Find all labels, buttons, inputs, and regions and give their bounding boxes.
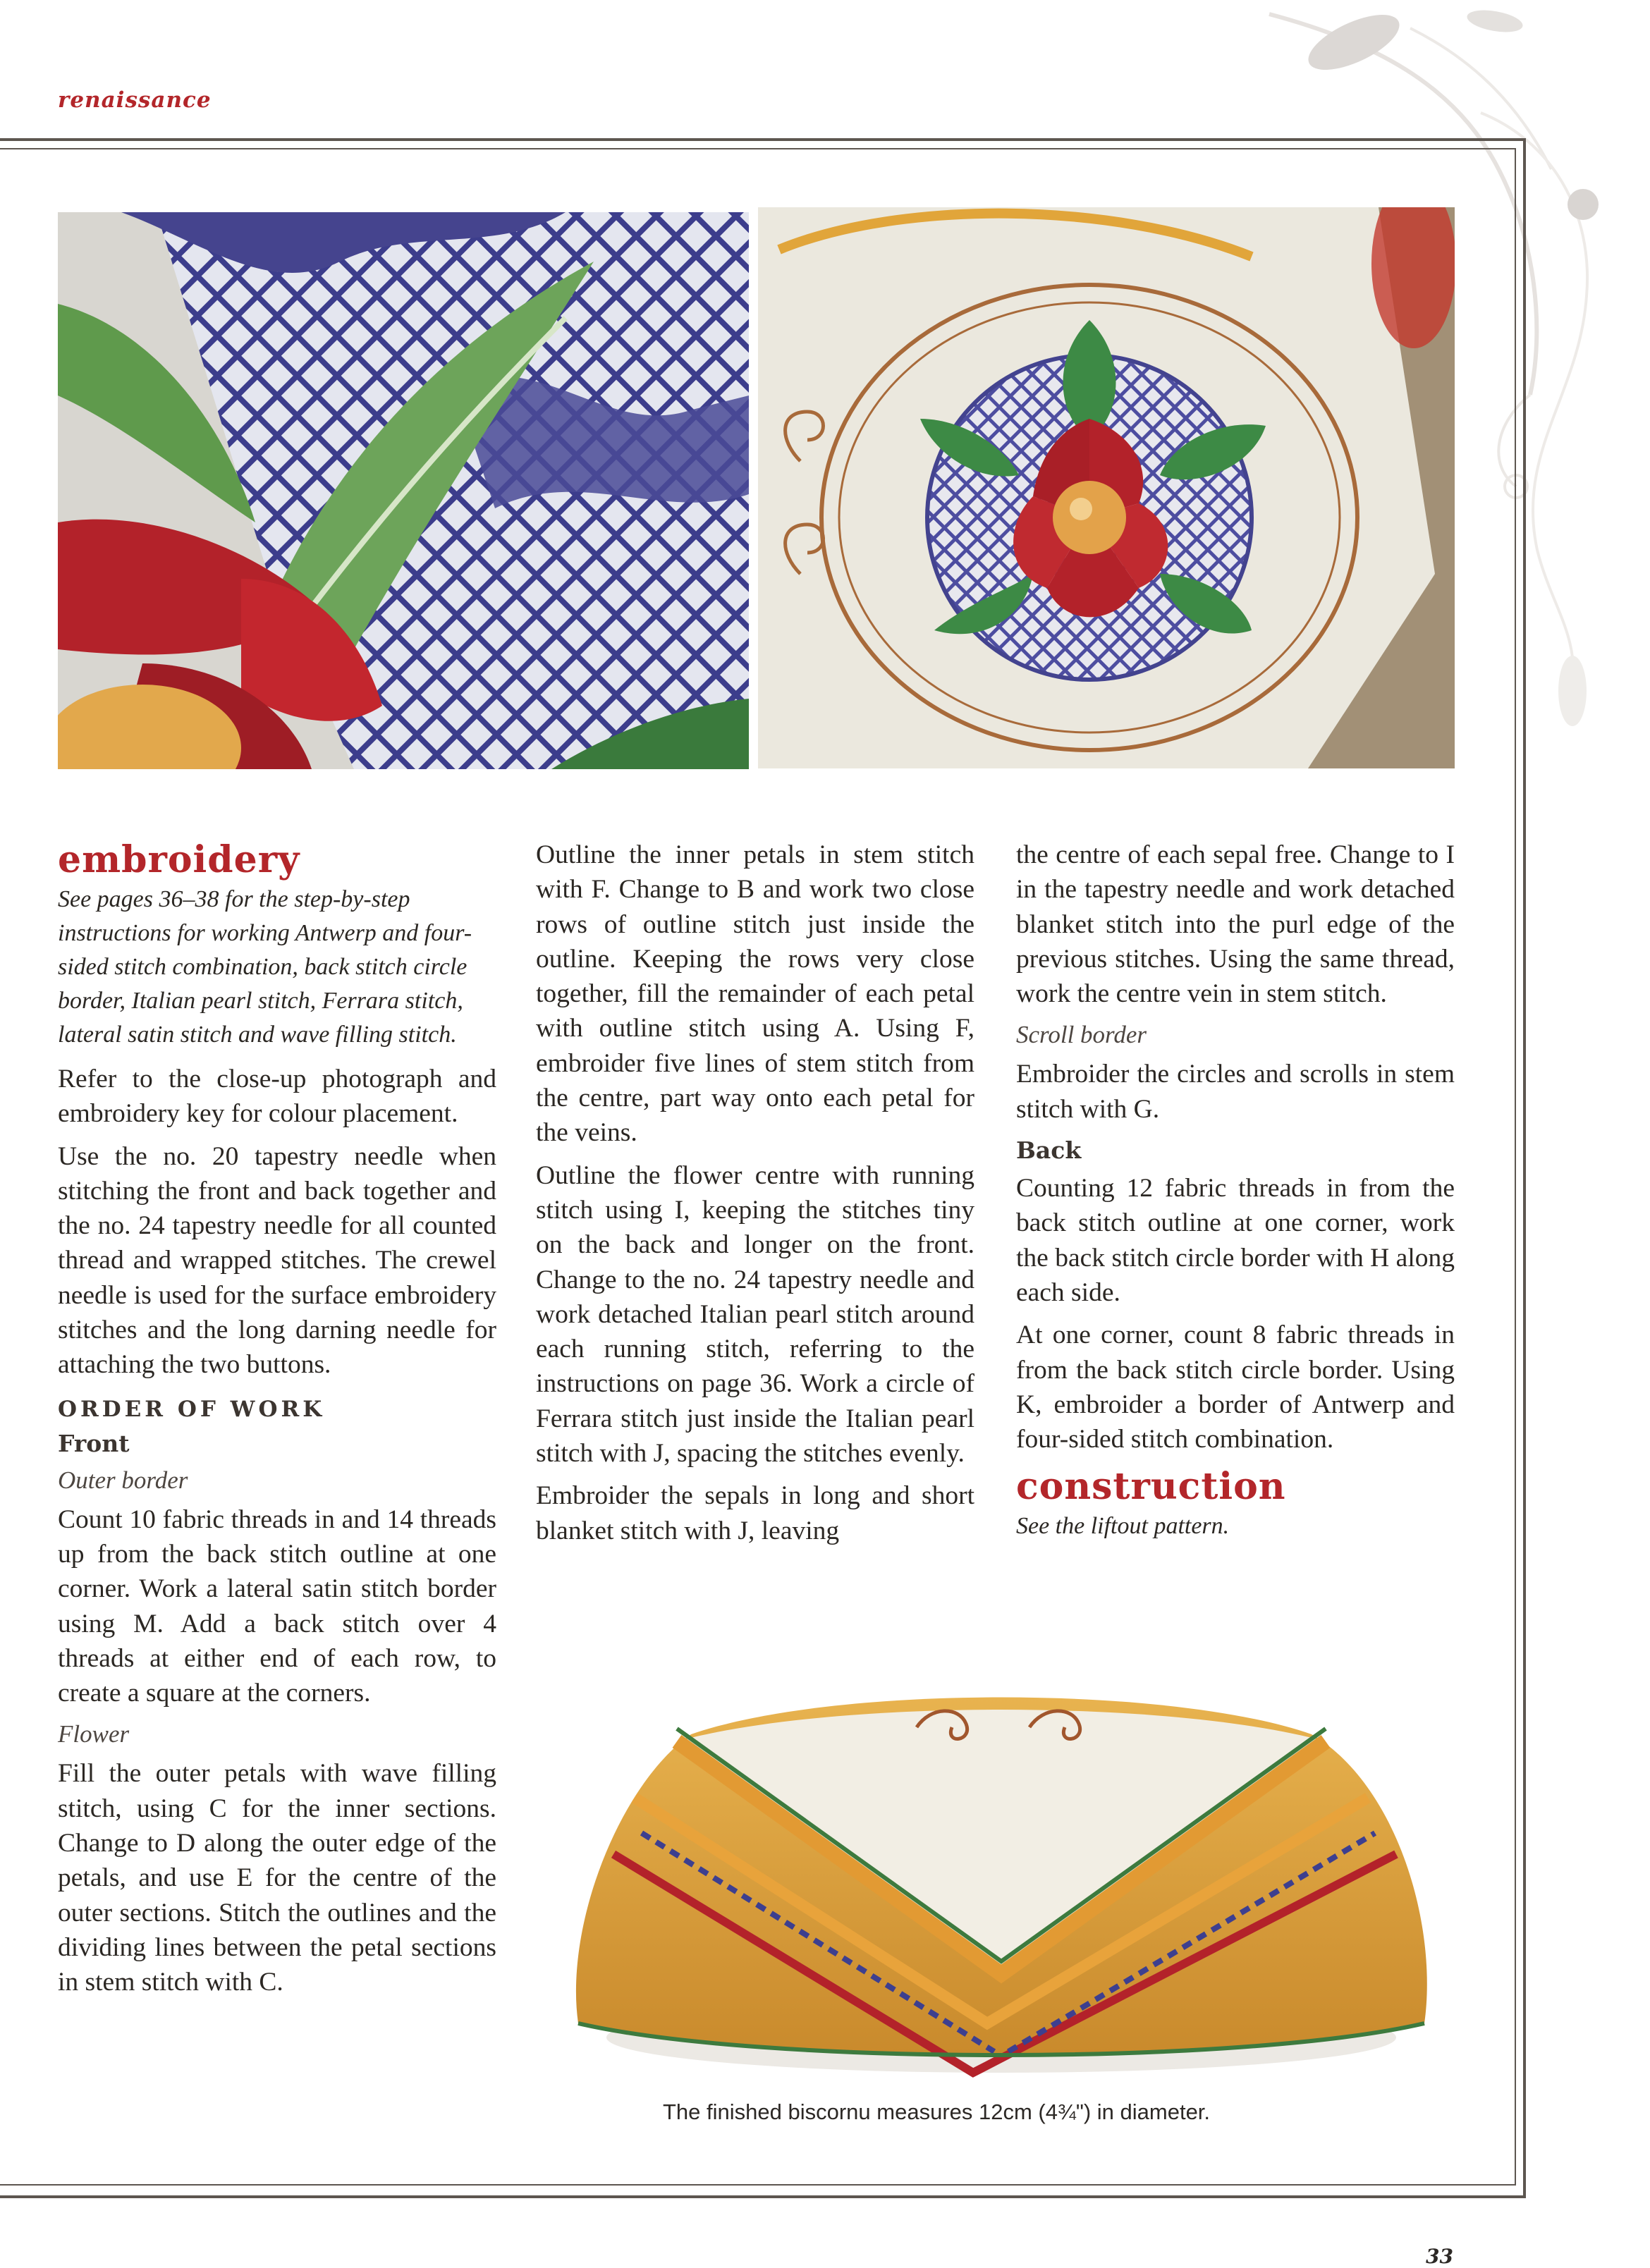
flower-heading: Flower bbox=[58, 1720, 130, 1748]
embroidery-paragraph-needles: Use the no. 20 tapestry needle when stitching the front and back together and the no. 24 tapestry needle for all counted thread and wrapped stitches. The crewel needle is used for the surface embroidery stitches and the long darning needle for attaching the two buttons. bbox=[58, 1141, 496, 1380]
back-paragraph-2: At one corner, count 8 fabric threads in from the back stitch circle border. Using K, embroider a border of Antwerp and four-sided stitch combination. bbox=[1016, 1320, 1455, 1454]
flower-text: Fill the outer petals with wave filling stitch, using C for the inner sections. Change to D along the outer edge of the petals, and use E for the centre of the outer sections. Stitch the outlines and the dividing lines between the petal sections in stem stitch with C. bbox=[58, 1759, 496, 1997]
embroidery-paragraph-colour: Refer to the close-up photograph and embroidery key for colour placement. bbox=[58, 1065, 496, 1129]
column-3 bbox=[1016, 838, 1455, 1553]
finished-biscornu-photo bbox=[536, 1657, 1481, 2101]
construction-text: See the liftout pattern. bbox=[1016, 1513, 1230, 1540]
sepals-text: Embroider the sepals in long and short blanket stitch with J, leaving bbox=[536, 1481, 974, 1545]
closeup-photo bbox=[58, 212, 749, 769]
embroidery-intro: See pages 36–38 for the step-by-step instructions for working Antwerp and four-sided stitch combination, back stitch circle border, Italian pearl stitch, Ferrara stitch, lateral satin stitch and wave filling stitch. bbox=[58, 886, 472, 1048]
photo-caption: The finished biscornu measures 12cm (4¾") in diameter. bbox=[663, 2100, 1211, 2124]
outer-border-heading: Outer border bbox=[58, 1466, 188, 1494]
section-tag: renaissance bbox=[58, 87, 212, 113]
flower-motif-photo bbox=[758, 207, 1455, 768]
inner-petals-text: Outline the inner petals in stem stitch with F. Change to B and work two close rows of outline stitch just inside the outline. Keeping the rows very close together, fill the remainder of each petal with outline stitch using A. Using F, embroider five lines of stem stitch from the centre, part way onto each petal for the veins. bbox=[536, 840, 974, 1148]
back-heading: Back bbox=[1016, 1136, 1082, 1165]
front-heading: Front bbox=[58, 1429, 130, 1457]
scroll-border-text: Embroider the circles and scrolls in stem stitch with G. bbox=[1016, 1060, 1455, 1124]
column-2 bbox=[536, 838, 974, 1556]
construction-title: construction bbox=[1016, 1465, 1286, 1509]
scroll-border-heading: Scroll border bbox=[1016, 1021, 1147, 1049]
sepal-continuation-text: the centre of each sepal free. Change to I in the tapestry needle and work detached blanket stitch into the purl edge of the previous stitches. Using the same thread, work the centre vein in stem stitch. bbox=[1016, 840, 1455, 1009]
back-paragraph-1: Counting 12 fabric threads in from the back stitch outline at one corner, work the back stitch circle border with H along each side. bbox=[1016, 1174, 1455, 1307]
column-1 bbox=[58, 838, 496, 2008]
page-number: 33 bbox=[1426, 2245, 1453, 2268]
outer-border-text: Count 10 fabric threads in and 14 threads up from the back stitch outline at one corner. Work a lateral satin stitch border using M. Add a back stitch over 4 threads at either end of each row, to create a square at the corners. bbox=[58, 1504, 496, 1708]
order-of-work-heading: ORDER OF WORK bbox=[58, 1396, 326, 1422]
embroidery-title: embroidery bbox=[58, 838, 300, 881]
flower-centre-text: Outline the flower centre with running stitch using I, keeping the stitches tiny on the back and longer on the front. Change to the no. 24 tapestry needle and work detached Italian pearl stitch around each running stitch, referring to the instructions on page 36. Work a circle of Ferrara stitch just inside the Italian pearl stitch with J, spacing the stitches evenly. bbox=[536, 1160, 974, 1469]
